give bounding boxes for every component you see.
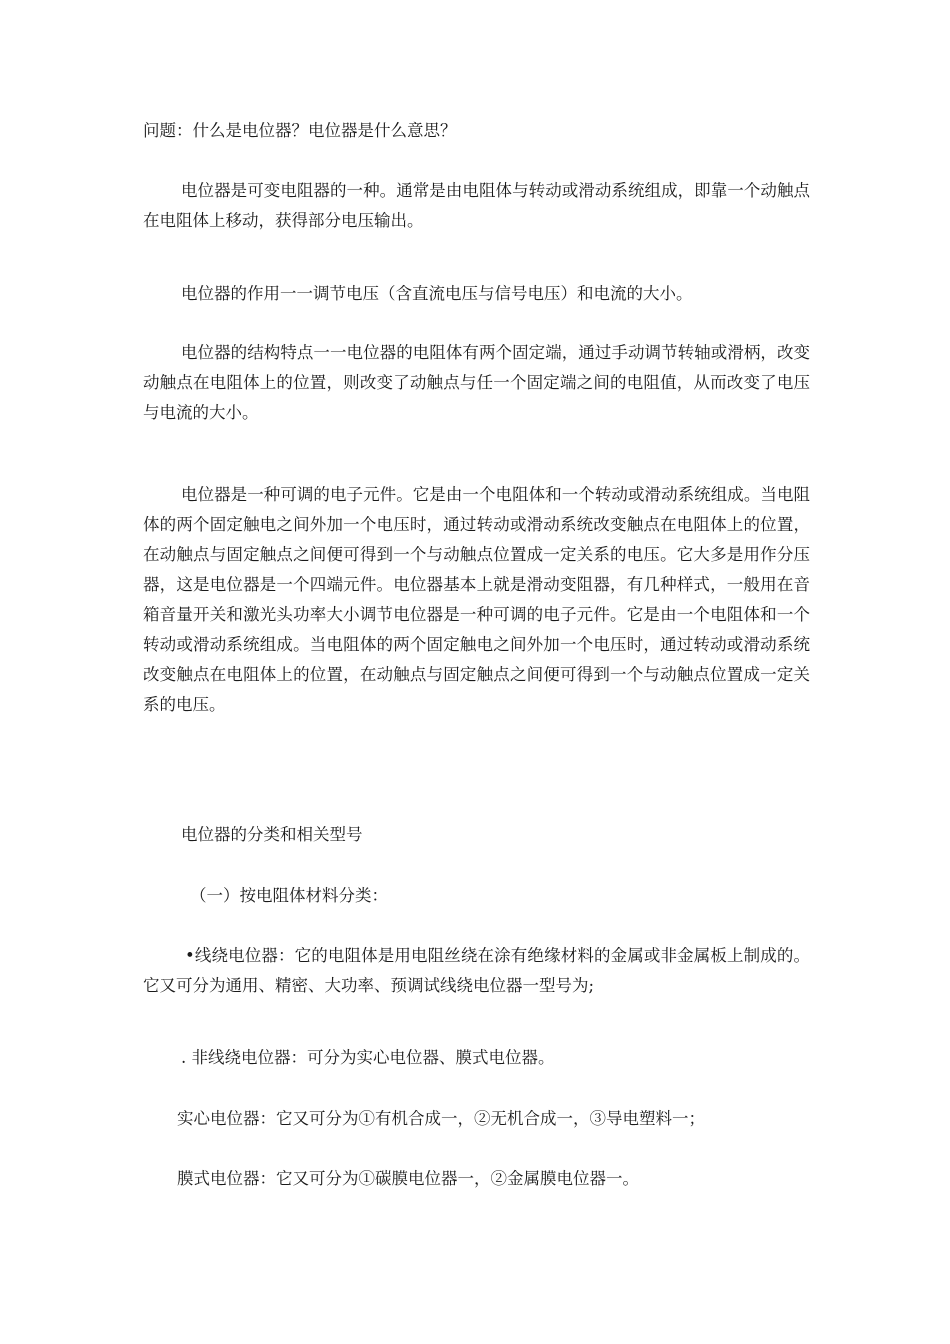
paragraph-function: 电位器的作用一一调节电压（含直流电压与信号电压）和电流的大小。 — [181, 284, 693, 303]
question-heading: 问题：什么是电位器？电位器是什么意思？ — [143, 121, 457, 140]
section-heading-classification: 电位器的分类和相关型号 — [181, 825, 363, 844]
item-solid-potentiometer: 实心电位器：它又可分为①有机合成一，②无机合成一，③导电塑料一； — [177, 1109, 705, 1128]
paragraph-description: 电位器是一种可调的电子元件。它是由一个电阻体和一个转动或滑动系统组成。当电阻体的两个固定触电之间外加一个电压时，通过转动或滑动系统改变触点在电阻体上的位置，在动触点与固定触点之间便可得到一个与动触点位置成一定关系的电压。它大多是用作分压器，这是电位器是一个四端元件。电位器基本上就是滑动变阻器，有几种样式，一般用在音箱音量开关和激光头功率大小调节电位器是一种可调的电子元件。它是由一个电阻体和一个转动或滑动系统组成。当电阻体的两个固定触电之间外加一个电压时，通过转动或滑动系统改变触点在电阻体上的位置，在动触点与固定触点之间便可得到一个与动触点位置成一定关系的电压。 — [143, 485, 810, 714]
subsection-heading-material: （一）按电阻体材料分类： — [190, 886, 388, 905]
paragraph-structure: 电位器的结构特点一一电位器的电阻体有两个固定端，通过手动调节转轴或滑柄，改变动触点在电阻体上的位置，则改变了动触点与任一个固定端之间的电阻值，从而改变了电压与电流的大小。 — [143, 343, 810, 422]
paragraph-definition: 电位器是可变电阻器的一种。通常是由电阻体与转动或滑动系统组成，即靠一个动触点在电阻体上移动，获得部分电压输出。 — [143, 181, 810, 230]
bullet-wirewound: •线绕电位器：它的电阻体是用电阻丝绕在涂有绝缘材料的金属或非金属板上制成的。它又可分为通用、精密、大功率、预调试线绕电位器一型号为; — [143, 946, 810, 995]
item-film-potentiometer: 膜式电位器：它又可分为①碳膜电位器一，②金属膜电位器一。 — [177, 1169, 639, 1188]
item-non-wirewound: . 非线绕电位器：可分为实心电位器、膜式电位器。 — [181, 1048, 555, 1067]
